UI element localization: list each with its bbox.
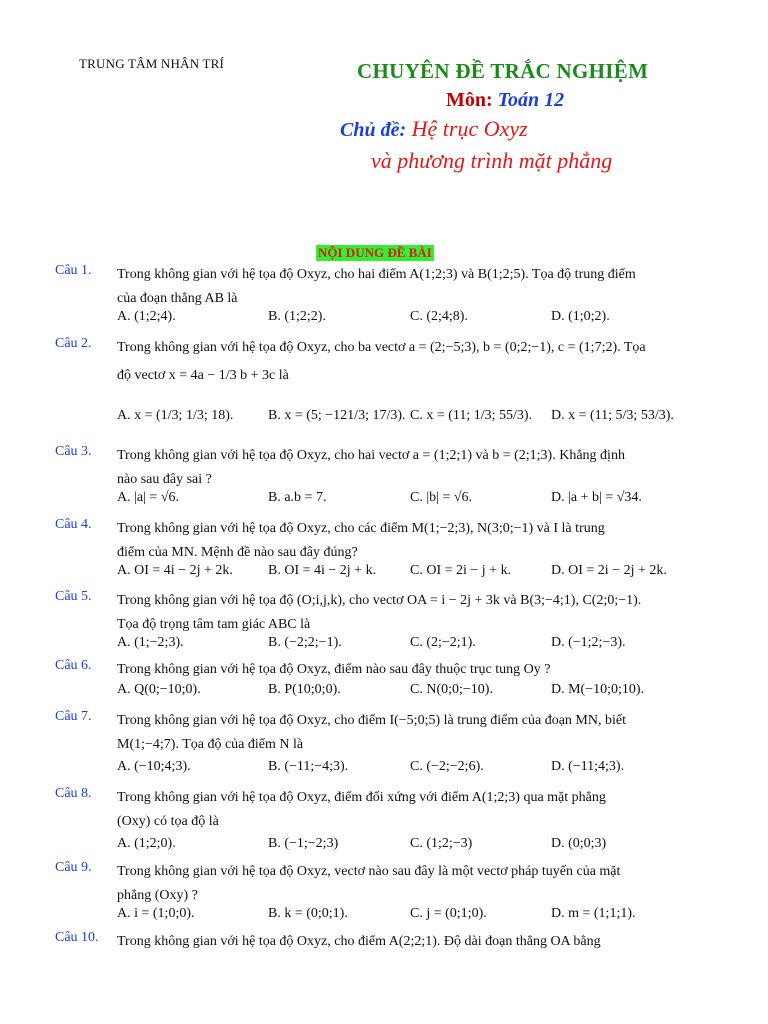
option-d[interactable]: D. m = (1;1;1). <box>551 906 636 921</box>
question-stem <box>117 786 717 834</box>
option-d[interactable]: D. (0;0;3) <box>551 836 607 851</box>
subject-label: Môn: <box>446 89 493 111</box>
option-d[interactable]: D. (1;0;2). <box>551 309 610 324</box>
stem-line-1: Trong không gian với hệ tọa độ Oxyz, cho điểm I(−5;0;5) là trung điểm của đoạn MN, biết <box>117 713 626 728</box>
question-number: Câu 7. <box>55 709 92 724</box>
question-stem <box>117 589 717 637</box>
question-stem <box>117 263 717 311</box>
option-a[interactable]: A. OI = 4i − 2j + 2k. <box>117 563 233 578</box>
option-a[interactable]: A. (1;2;4). <box>117 309 176 324</box>
question-stem <box>117 444 717 492</box>
option-d[interactable]: D. M(−10;0;10). <box>551 682 645 697</box>
question-stem <box>117 658 717 682</box>
question-number: Câu 9. <box>55 860 92 875</box>
option-d[interactable]: D. (−1;2;−3). <box>551 635 626 650</box>
question-stem <box>117 860 717 908</box>
question-number: Câu 8. <box>55 786 92 801</box>
stem-line-1: Trong không gian với hệ tọa độ (O;i,j,k), cho vectơ OA = i − 2j + 3k và B(3;−4;1), C(2;0;−1). <box>117 593 642 608</box>
option-b[interactable]: B. (1;2;2). <box>268 309 326 324</box>
option-b[interactable]: B. x = (5; −121/3; 17/3). <box>268 408 406 423</box>
center-name: TRUNG TÂM NHÂN TRÍ <box>79 56 225 71</box>
option-a[interactable]: A. x = (1/3; 1/3; 18). <box>117 408 234 423</box>
stem-line-2: điểm của MN. Mệnh đề nào sau đây đúng? <box>117 545 358 560</box>
stem-line-1: Trong không gian với hệ tọa độ Oxyz, điểm đối xứng với điểm A(1;2;3) qua mặt phẳng <box>117 790 606 805</box>
stem-line-2: của đoạn thẳng AB là <box>117 291 238 306</box>
option-c[interactable]: C. (1;2;−3) <box>410 836 473 851</box>
stem-line-1: Trong không gian với hệ tọa độ Oxyz, cho các điểm M(1;−2;3), N(3;0;−1) và I là trung <box>117 521 605 536</box>
question-stem <box>117 709 717 757</box>
option-b[interactable]: B. a.b = 7. <box>268 490 327 505</box>
topic-line-1 <box>340 116 528 142</box>
option-a[interactable]: A. (−10;4;3). <box>117 759 191 774</box>
topic-line-2: và phương trình mặt phẳng <box>371 148 613 173</box>
stem-line-1: Trong không gian với hệ tọa độ Oxyz, cho hai điểm A(1;2;3) và B(1;2;5). Tọa độ trung điểm <box>117 267 636 282</box>
topic-label: Chủ đề: <box>340 119 407 141</box>
topic-text-1: Hệ trục Oxyz <box>411 116 528 141</box>
stem-line-2: M(1;−4;7). Tọa độ của điểm N là <box>117 737 304 752</box>
stem-line-1: Trong không gian với hệ tọa độ Oxyz, cho hai vectơ a = (1;2;1) và b = (2;1;3). Khẳng định <box>117 448 625 463</box>
question-number: Câu 5. <box>55 589 92 604</box>
options-row <box>0 309 768 331</box>
stem-line-2: (Oxy) có tọa độ là <box>117 814 219 829</box>
option-a[interactable]: A. (1;2;0). <box>117 836 176 851</box>
option-c[interactable]: C. |b| = √6. <box>410 490 473 505</box>
subject-line <box>446 89 564 112</box>
option-b[interactable]: B. (−2;2;−1). <box>268 635 342 650</box>
option-c[interactable]: C. j = (0;1;0). <box>410 906 487 921</box>
question-number: Câu 1. <box>55 263 92 278</box>
question-stem <box>117 517 717 565</box>
stem-line-2: độ vectơ x = 4a − 1/3 b + 3c là <box>117 368 289 383</box>
options-row <box>0 759 768 781</box>
option-c[interactable]: C. (−2;−2;6). <box>410 759 484 774</box>
option-c[interactable]: C. (2;−2;1). <box>410 635 476 650</box>
question-number: Câu 6. <box>55 658 92 673</box>
option-d[interactable]: D. |a + b| = √34. <box>551 490 642 505</box>
option-d[interactable]: D. OI = 2i − 2j + 2k. <box>551 563 667 578</box>
option-a[interactable]: A. |a| = √6. <box>117 490 180 505</box>
option-a[interactable]: A. i = (1;0;0). <box>117 906 195 921</box>
question-number: Câu 3. <box>55 444 92 459</box>
options-row <box>0 836 768 858</box>
option-c[interactable]: C. (2;4;8). <box>410 309 468 324</box>
option-b[interactable]: B. (−1;−2;3) <box>268 836 339 851</box>
stem-line-2: Tọa độ trọng tâm tam giác ABC là <box>117 617 311 632</box>
options-row <box>0 408 768 430</box>
stem-line-1: Trong không gian với hệ tọa độ Oxyz, cho điểm A(2;2;1). Độ dài đoạn thẳng OA bằng <box>117 934 601 949</box>
option-b[interactable]: B. k = (0;0;1). <box>268 906 348 921</box>
option-a[interactable]: A. (1;−2;3). <box>117 635 184 650</box>
options-row <box>0 906 768 928</box>
stem-line-2: nào sau đây sai ? <box>117 472 212 487</box>
stem-line-1: Trong không gian với hệ tọa độ Oxyz, điểm nào sau đây thuộc trục tung Oy ? <box>117 662 551 677</box>
option-a[interactable]: A. Q(0;−10;0). <box>117 682 201 697</box>
options-row <box>0 563 768 585</box>
stem-line-1: Trong không gian với hệ tọa độ Oxyz, cho ba vectơ a = (2;−5;3), b = (0;2;−1), c = (1;7;2). Tọa <box>117 340 646 355</box>
stem-line-1: Trong không gian với hệ tọa độ Oxyz, vectơ nào sau đây là một vectơ pháp tuyến của mặt <box>117 864 621 879</box>
subject-value: Toán 12 <box>497 89 565 111</box>
option-c[interactable]: C. N(0;0;−10). <box>410 682 493 697</box>
question-number: Câu 4. <box>55 517 92 532</box>
option-b[interactable]: B. (−11;−4;3). <box>268 759 349 774</box>
options-row <box>0 490 768 512</box>
question-number: Câu 10. <box>55 930 99 945</box>
stem-line-2: phẳng (Oxy) ? <box>117 888 198 903</box>
options-row <box>0 635 768 657</box>
question-stem <box>117 930 717 954</box>
question-number: Câu 2. <box>55 336 92 351</box>
option-c[interactable]: C. x = (11; 1/3; 55/3). <box>410 408 533 423</box>
option-b[interactable]: B. OI = 4i − 2j + k. <box>268 563 377 578</box>
section-title: NỘI DUNG ĐỀ BÀI <box>318 245 432 260</box>
option-c[interactable]: C. OI = 2i − j + k. <box>410 563 512 578</box>
option-d[interactable]: D. (−11;4;3). <box>551 759 625 774</box>
options-row <box>0 682 768 704</box>
document-title: CHUYÊN ĐỀ TRẮC NGHIỆM <box>357 59 649 83</box>
option-b[interactable]: B. P(10;0;0). <box>268 682 341 697</box>
question-stem <box>117 336 717 388</box>
option-d[interactable]: D. x = (11; 5/3; 53/3). <box>551 408 674 423</box>
